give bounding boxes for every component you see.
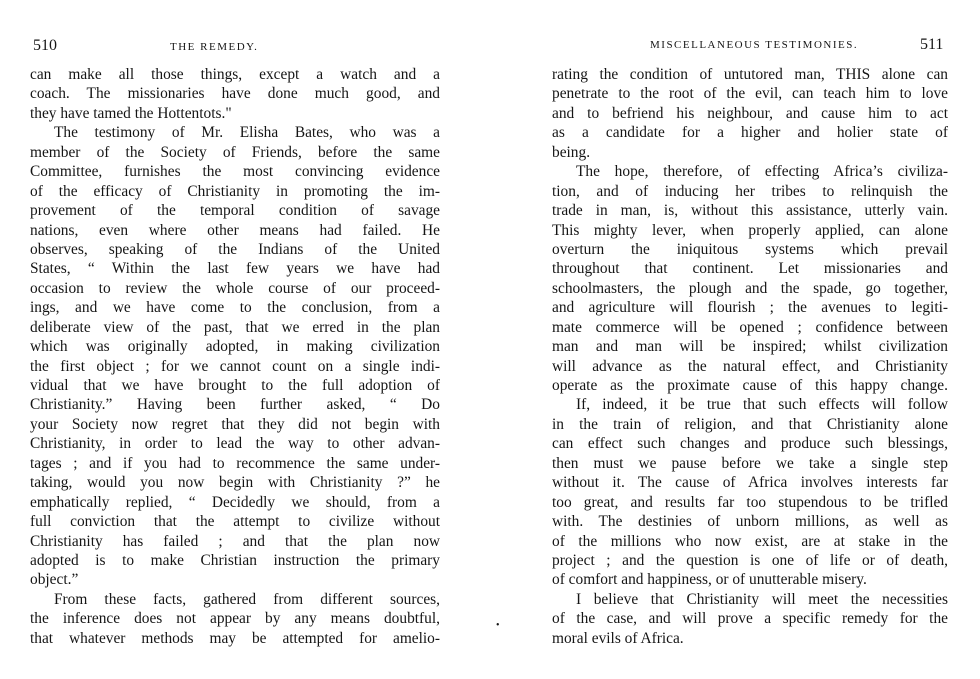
text-line: your Society now regret that they did not begin with: [30, 415, 440, 433]
text-line: being.: [552, 143, 591, 161]
text-line: object.”: [30, 571, 79, 589]
text-line: penetrate to the root of the evil, can teach him to love: [552, 85, 948, 103]
text-line: man and man will be inspired; whilst civilization: [552, 338, 948, 356]
text-line: they have tamed the Hottentots.": [30, 104, 232, 122]
text-line: Committee, furnishes the most convincing evidence: [30, 163, 440, 181]
text-line: The testimony of Mr. Elisha Bates, who was a: [54, 124, 440, 142]
text-line: taking, would you now begin with Christianity ?” he: [30, 474, 440, 492]
text-line: of the millions who now exist, are at stake in the: [552, 532, 948, 550]
text-line: too great, and results far too stupendous to be trifled: [552, 493, 948, 511]
text-line: trade in man, is, without this assistance, utterly vain.: [552, 202, 948, 220]
text-line: operate as the proximate cause of this happy change.: [552, 377, 948, 394]
text-line: and agriculture will flourish ; the avenues to legiti-: [552, 299, 948, 317]
text-line: nations, even where other means had failed. He: [30, 221, 440, 239]
text-line: member of the Society of Friends, before the same: [30, 143, 440, 161]
text-line: can effect such changes and produce such blessings,: [552, 435, 948, 453]
text-line: can make all those things, except a watch and a: [30, 66, 440, 83]
text-line: moral evils of Africa.: [552, 629, 684, 647]
text-line: ings, and we have come to the conclusion, from a: [30, 299, 440, 317]
text-line: occasion to review the whole course of our proceed-: [30, 279, 440, 297]
text-line: adopted is to make Christian instruction the primary: [30, 551, 440, 569]
text-line: the first object ; for we cannot count on a single indi-: [30, 357, 440, 375]
page-number: 510: [33, 37, 57, 54]
text-line: overturn the iniquitous systems which prevail: [552, 240, 948, 258]
text-line: vidual that we have brought to the full adoption of: [30, 377, 440, 394]
text-line: observes, speaking of the Indians of the United: [30, 240, 440, 258]
text-line: project ; and the question is one of life or of death,: [552, 551, 948, 569]
text-line: without it. The cause of Africa involves interests far: [552, 474, 948, 492]
running-title: THE REMEDY.: [170, 41, 259, 53]
text-line: in the train of religion, and that Christianity alone: [552, 415, 948, 433]
text-line: mate commerce will be opened ; confidence between: [552, 318, 948, 336]
text-line: the inference does not appear by any means doubtful,: [30, 610, 440, 628]
text-line: full conviction that the attempt to civilize without: [30, 513, 440, 531]
text-line: which was originally adopted, in making civilization: [30, 338, 440, 356]
text-line: then must we pause before we take a single step: [552, 454, 948, 472]
text-line: I believe that Christianity will meet the necessities: [576, 590, 948, 608]
running-title: MISCELLANEOUS TESTIMONIES.: [650, 39, 859, 51]
text-line: Christianity, in order to lead the way to other advan-: [30, 435, 440, 453]
text-line: emphatically replied, “ Decidedly we should, from a: [30, 493, 440, 511]
text-line: The hope, therefore, of effecting Africa’s civiliza-: [576, 163, 948, 181]
text-line: rating the condition of untutored man, THIS alone can: [552, 66, 948, 83]
text-line: States, “ Within the last few years we have had: [30, 260, 440, 278]
page-number: 511: [920, 36, 944, 53]
text-line: as a candidate for a higher and holier state of: [552, 124, 948, 142]
text-line: deliberate view of the past, that we erred in the plan: [30, 318, 440, 336]
text-line: Christianity.” Having been further asked, “ Do: [30, 396, 440, 414]
text-line: throughout that continent. Let missionaries and: [552, 260, 948, 278]
text-line: tion, and of inducing her tribes to relinquish the: [552, 182, 948, 200]
text-line: tages ; and if you had to recommence the same under-: [30, 454, 440, 472]
text-line: that whatever methods may be attempted for amelio-: [30, 629, 440, 647]
text-line: From these facts, gathered from different sources,: [54, 590, 440, 608]
text-line: will advance as the natural effect, and Christianity: [552, 357, 948, 375]
text-line: Christianity has failed ; and that the plan now: [30, 532, 440, 550]
text-line: If, indeed, it be true that such effects will follow: [576, 396, 948, 414]
page-body: [552, 65, 948, 648]
text-line: of the case, and will prove a specific remedy for the: [552, 610, 948, 628]
text-line: schoolmasters, the plough and the spade, go together,: [552, 279, 948, 297]
text-line: and to befriend his neighbour, and cause him to act: [552, 104, 948, 122]
text-line: This mighty lever, when properly applied, can alone: [552, 221, 948, 239]
page-body: [30, 65, 440, 648]
text-line: of the efficacy of Christianity in promoting the im-: [30, 182, 440, 200]
text-line: of comfort and happiness, or of unutterable misery.: [552, 571, 867, 589]
gutter-mark: •: [496, 620, 500, 631]
text-line: with. The destinies of unborn millions, as well as: [552, 513, 948, 531]
text-line: provement of the temporal condition of savage: [30, 202, 440, 220]
text-line: coach. The missionaries have done much good, and: [30, 85, 440, 103]
